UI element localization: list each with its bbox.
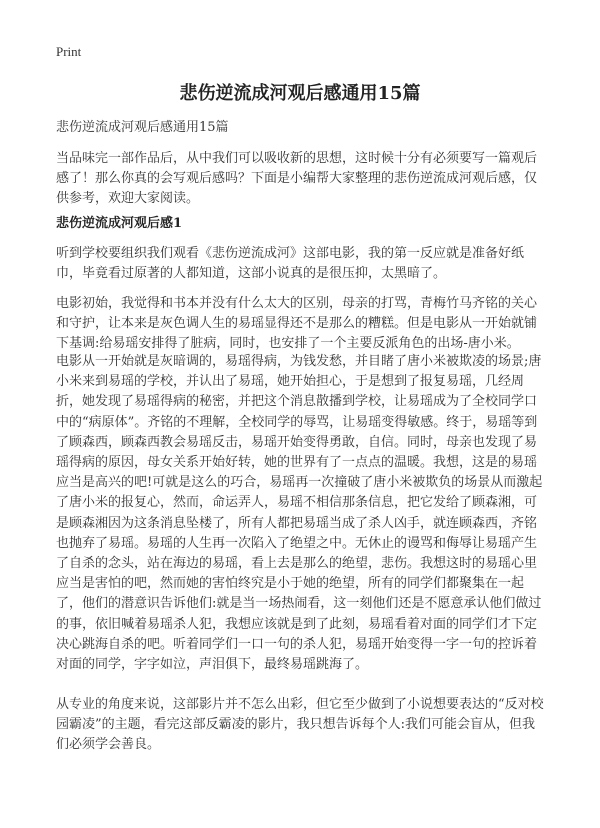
body-paragraph-2: 电影初始，我觉得和书本并没有什么太大的区别，母亲的打骂，青梅竹马齐铭的关心和守护，让本来是灰色调人生的易瑶显得还不是那么的糟糕。但是电影从一开始就铺下基调:给易瑶安排得了脏病，同时，也安排了一个主要反派角色的出场-唐小米。 <box>56 296 538 351</box>
section-heading: 悲伤逆流成河观后感1 <box>56 216 183 231</box>
body-paragraph-4: 从专业的角度来说，这部影片并不怎么出彩，但它至少做到了小说想要表达的“反对校园霸凌”的主题，看完这部反霸凌的影片，我只想告诉每个人:我们可能会盲从，但我们必须学会善良。 <box>56 697 544 752</box>
body-paragraph-3: 电影从一开始就是灰暗调的，易瑶得病，为钱发愁，并目睹了唐小米被欺凌的场景;唐小米来到易瑶的学校，并认出了易瑶，她开始担心，于是想到了报复易瑶，几经周折，她发现了易瑶得病的秘密，并把这个消息散播到学校，让易瑶成为了全校同学口中的“病原体”。齐铭的不理解，全校同学的辱骂，让易瑶变得敏感。终于，易瑶等到了顾森西，顾森西教会易瑶反击，易瑶开始变得勇敢，自信。同时，母亲也发现了易瑶得病的原因，母女关系开始好转，她的世界有了一点点的温暖。我想，这是的易瑶应当是高兴的吧!可就是这么的巧合，易瑶再一次撞破了唐小米被欺负的场景从而激起了唐小米的报复心，然而，命运弄人，易瑶不相信那条信息，把它发给了顾森湘，可是顾森湘因为这条消息坠楼了，所有人都把易瑶当成了杀人凶手，就连顾森西，齐铭也抛弃了易瑶。易瑶的人生再一次陷入了绝望之中。无休止的谩骂和侮辱让易瑶产生了自杀的念头，站在海边的易瑶，看上去是那么的绝望，悲伤。我想这时的易瑶心里应当是害怕的吧，然而她的害怕终究是小于她的绝望，所有的同学们都聚集在一起了，他们的潜意识告诉他们:就是当一场热闹看，这一刻他们还是不愿意承认他们做过的事，依旧喊着易瑶杀人犯，我想应该就是到了此刻，易瑶看着对面的同学们才下定决心跳海自杀的吧。听着同学们一口一句的杀人犯，易瑶开始变得一字一句的控诉着对面的同学，字字如泣，声泪俱下，最终易瑶跳海了。 <box>56 354 543 673</box>
print-link[interactable]: Print <box>56 44 82 59</box>
body-paragraph-1: 听到学校要组织我们观看《悲伤逆流成河》这部电影，我的第一反应就是准备好纸巾，毕竟看过原著的人都知道，这部小说真的是很压抑，太黑暗了。 <box>56 246 525 281</box>
document-subtitle: 悲伤逆流成河观后感通用15篇 <box>56 120 229 135</box>
page-title: 悲伤逆流成河观后感通用15篇 <box>179 83 421 104</box>
intro-paragraph: 当品味完一部作品后，从中我们可以吸收新的思想，这时候十分有必须要写一篇观后感了！那么你真的会写观后感吗？下面是小编帮大家整理的悲伤逆流成河观后感，仅供参考，欢迎大家阅读。 <box>56 151 538 206</box>
